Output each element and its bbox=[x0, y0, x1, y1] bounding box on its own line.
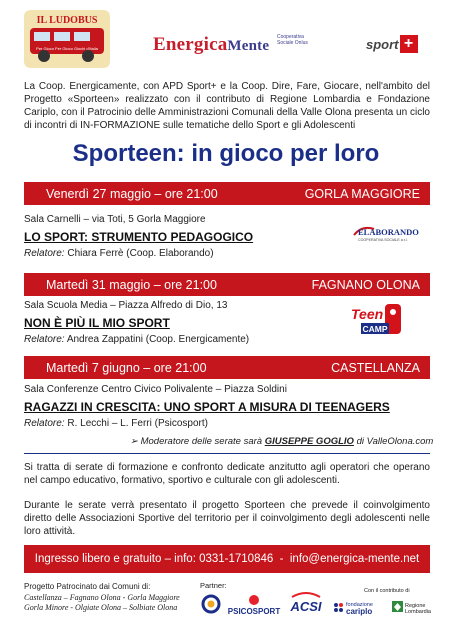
moderator-pre: Moderatore delle serate sarà bbox=[140, 436, 263, 447]
event-3-place: CASTELLANZA bbox=[331, 360, 420, 375]
event-3-talk: RAGAZZI IN CRESCITA: UNO SPORT A MISURA DI TEENAGERS bbox=[24, 400, 390, 414]
ludobus-logo bbox=[24, 10, 110, 68]
elaborando-sub: COOPERATIVA SOCIALE a.r.l. bbox=[358, 238, 408, 242]
teencamp-teen: Teen bbox=[351, 306, 384, 322]
event-1-talk: LO SPORT: STRUMENTO PEDAGOGICO bbox=[24, 230, 254, 244]
event-2-bar bbox=[24, 273, 430, 296]
energicamente-logo-suffix: Mente bbox=[227, 38, 270, 54]
regione-line-2: Lombardia bbox=[405, 609, 431, 615]
event-2-speaker bbox=[24, 334, 249, 345]
event-1-speaker-name: Chiara Ferrè (Coop. Elaborando) bbox=[67, 248, 214, 259]
energicamente-logo-sub: Cooperativa Sociale Onlus bbox=[277, 34, 308, 46]
event-2-venue: Sala Scuola Media – Piazza Alfredo di Dio, 13 bbox=[24, 300, 228, 311]
info-bar bbox=[24, 545, 430, 573]
event-1-date: Venerdì 27 maggio – ore 21:00 bbox=[46, 186, 218, 201]
event-2-place: FAGNANO OLONA bbox=[311, 277, 420, 292]
event-3-speaker-label: Relatore: bbox=[24, 418, 65, 429]
plus-icon: + bbox=[400, 35, 418, 53]
ludobus-subtitle: Per Gioco Per Gioco Giochi d'Italia bbox=[36, 46, 98, 51]
event-3-date: Martedì 7 giugno – ore 21:00 bbox=[46, 360, 207, 375]
event-2-speaker-name: Andrea Zappatini (Coop. Energicamente) bbox=[66, 334, 250, 345]
event-3-venue: Sala Conferenze Centro Civico Polivalente – Piazza Soldini bbox=[24, 384, 287, 395]
regione-line-1: Regione bbox=[405, 603, 426, 609]
acsi-name: ACSI bbox=[290, 599, 322, 614]
description-paragraph-2: Durante le serate verrà presentato il progetto Sporteen che prevede il coinvolgimento diretto delle Associazioni Sportive del territorio per il coinvolgimento degli adolescenti nelle loro attività. bbox=[24, 500, 430, 537]
divider bbox=[24, 453, 430, 454]
acsi-logo bbox=[286, 591, 326, 615]
cariplo-top: fondazione bbox=[346, 602, 373, 608]
ludobus-title: IL LUDOBUS bbox=[36, 15, 98, 26]
event-2-date: Martedì 31 maggio – ore 21:00 bbox=[46, 277, 217, 292]
event-3-bar bbox=[24, 356, 430, 379]
energicamente-logo-prefix: Energica bbox=[153, 34, 228, 55]
elaborando-name: ELABORANDO bbox=[358, 227, 419, 237]
info-text: Ingresso libero e gratuito – info: 0331-1710846 - info@energica-mente.net bbox=[34, 553, 420, 565]
patrocinio-block bbox=[24, 582, 180, 614]
patrocinio-line-2: Gorla Minore - Olgiate Olona – Solbiate Olona bbox=[24, 603, 178, 612]
psicosport-name: PSICOSPORT bbox=[227, 607, 281, 616]
event-1-venue: Sala Carnelli – via Toti, 5 Gorla Maggiore bbox=[24, 214, 206, 225]
patrocinio-label: Progetto Patrocinato dai Comuni di: bbox=[24, 582, 151, 591]
cariplo-name: cariplo bbox=[346, 607, 373, 616]
energicamente-logo bbox=[153, 34, 269, 56]
page-title: Sporteen: in gioco per loro bbox=[72, 140, 380, 167]
moderator-post: di ValleOlona.com bbox=[356, 436, 434, 447]
contrib-label: Con il contributo di bbox=[364, 588, 410, 594]
teencamp-logo bbox=[349, 302, 403, 338]
psicosport-logo bbox=[226, 594, 282, 616]
description-paragraph-1: Si tratta di serate di formazione e confronto dedicate anzitutto agli operatori che operano nel campo educativo, formativo, sportivo e culturale con gli adolescenti. bbox=[24, 462, 430, 486]
event-1-bar bbox=[24, 182, 430, 205]
intro-text: La Coop. Energicamente, con APD Sport+ e la Coop. Dire, Fare, Giocare, nell'ambito del Progetto «Sporteen» realizzato con il contributo di Regione Lombardia e Fondazione Cariplo, con il Patrocinio delle Amministrazioni Comunali della Valle Olona presenta un ciclo di incontri di IN-FORMAZIONE sulle tematiche dello Sport e gli Adolescenti bbox=[24, 81, 430, 131]
arrow-icon: ➢ bbox=[130, 436, 138, 447]
event-1-speaker bbox=[24, 248, 214, 259]
partner-label: Partner: bbox=[200, 581, 227, 590]
teencamp-camp: CAMP bbox=[362, 324, 388, 334]
partner-ring-logo bbox=[201, 594, 221, 614]
sportplus-logo-text: sport bbox=[366, 36, 399, 52]
elaborando-logo bbox=[352, 221, 428, 243]
event-2-speaker-label: Relatore: bbox=[24, 334, 65, 345]
cariplo-logo bbox=[331, 597, 389, 617]
event-3-speaker-name: R. Lecchi – L. Ferri (Psicosport) bbox=[67, 418, 208, 429]
event-1-speaker-label: Relatore: bbox=[24, 248, 65, 259]
event-3-speaker bbox=[24, 418, 208, 429]
moderator-note bbox=[130, 436, 433, 447]
event-1-place: GORLA MAGGIORE bbox=[304, 186, 420, 201]
event-2-talk: NON È PIÙ IL MIO SPORT bbox=[24, 316, 170, 330]
moderator-name: GIUSEPPE GOGLIO bbox=[264, 436, 354, 447]
patrocinio-line-1: Castellanza – Fagnano Olona - Gorla Maggiore bbox=[24, 592, 180, 602]
regione-lombardia-logo bbox=[391, 597, 431, 617]
sportplus-logo bbox=[366, 35, 418, 53]
